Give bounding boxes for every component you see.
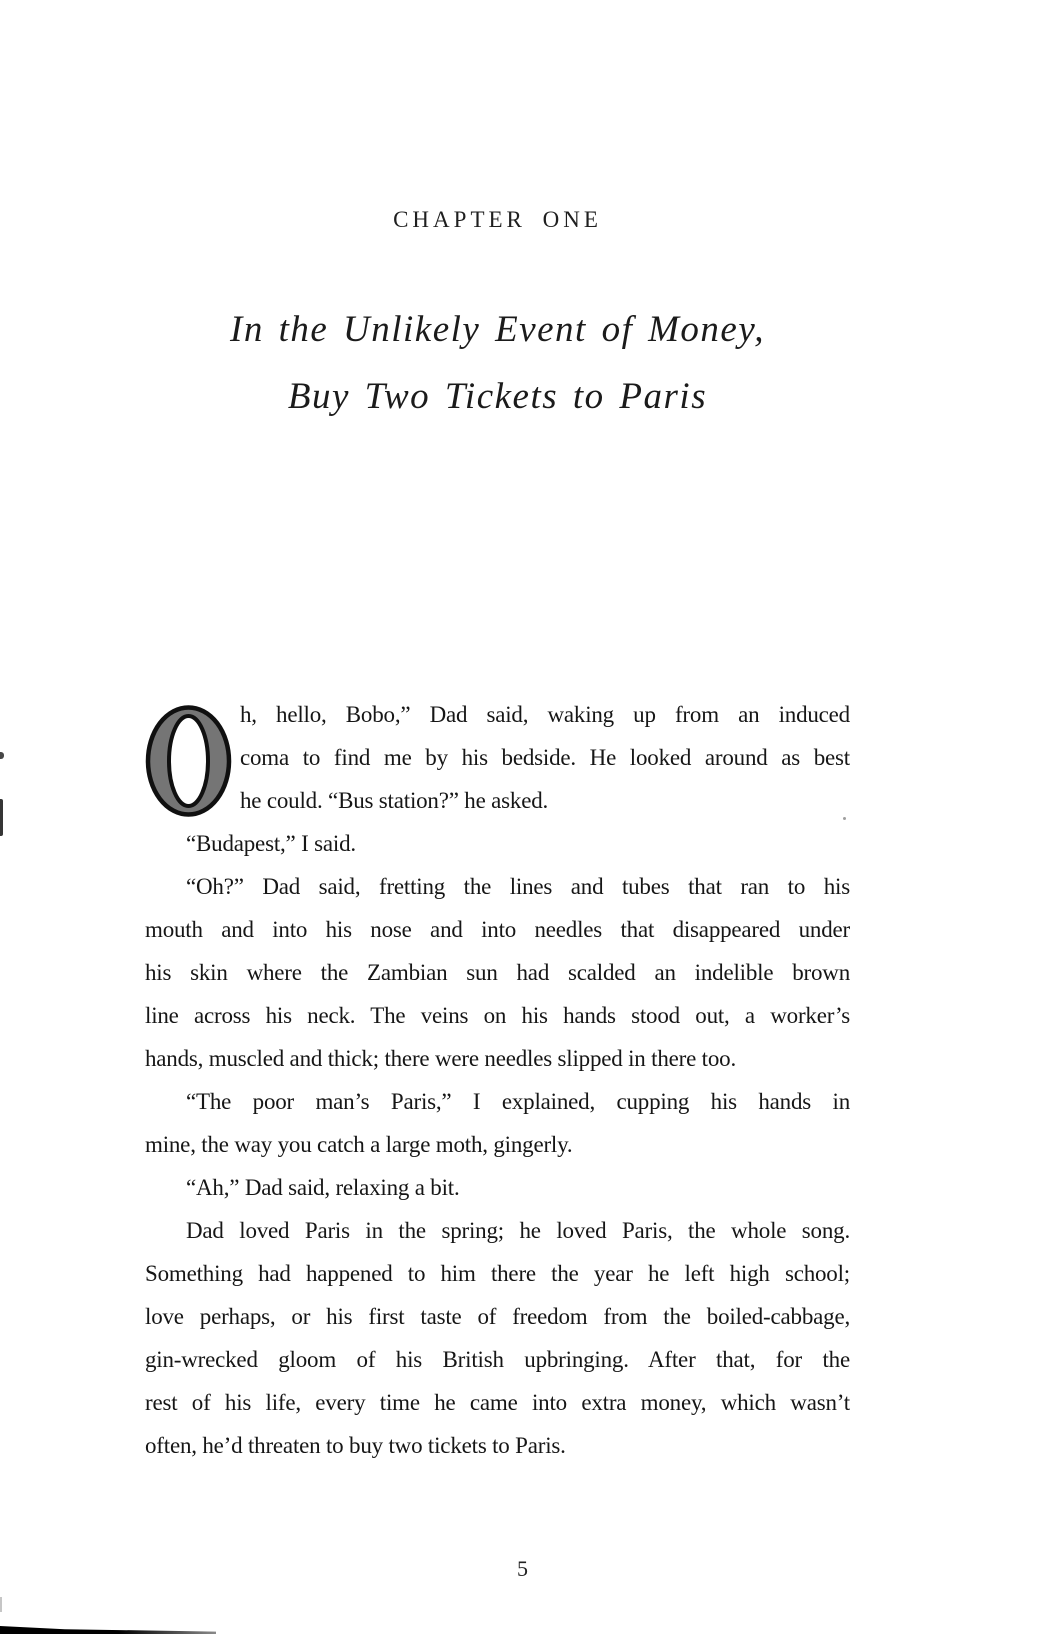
scan-artifact-left-edge	[0, 799, 3, 836]
text-line: love perhaps, or his first taste of freedom from the boiled-cabbage,	[145, 1304, 850, 1329]
text-line: “Oh?” Dad said, fretting the lines and tubes that ran to his	[186, 874, 850, 899]
text-line: “Ah,” Dad said, relaxing a bit.	[186, 1175, 460, 1200]
paragraph	[145, 1166, 850, 1209]
text-line: “The poor man’s Paris,” I explained, cupping his hands in	[186, 1089, 850, 1114]
paragraph	[145, 693, 850, 822]
text-line: coma to find me by his bedside. He looked around as best	[240, 745, 850, 770]
paragraph	[145, 1209, 850, 1467]
chapter-title	[145, 296, 850, 430]
chapter-title-line-2: Buy Two Tickets to Paris	[287, 376, 708, 417]
text-line: Something had happened to him there the year he left high school;	[145, 1261, 850, 1286]
body-text	[145, 693, 850, 1467]
chapter-title-line-1: In the Unlikely Event of Money,	[230, 309, 765, 350]
text-line: his skin where the Zambian sun had scalded an indelible brown	[145, 960, 850, 985]
scan-artifact-speck	[843, 817, 846, 820]
text-line: often, he’d threaten to buy two tickets to Paris.	[145, 1433, 566, 1458]
text-line: he could. “Bus station?” he asked.	[240, 788, 549, 813]
text-line: mouth and into his nose and into needles that disappeared under	[145, 917, 850, 942]
text-line: gin-wrecked gloom of his British upbringing. After that, for the	[145, 1347, 850, 1372]
page-number: 5	[517, 1556, 528, 1581]
paragraph	[145, 1080, 850, 1166]
paragraph	[145, 822, 850, 865]
paragraph	[145, 865, 850, 1080]
text-line: “Budapest,” I said.	[186, 831, 356, 856]
text-line: h, hello, Bobo,” Dad said, waking up from an induced	[240, 702, 850, 727]
text-line: mine, the way you catch a large moth, gingerly.	[145, 1132, 573, 1157]
scan-artifact-bottom-edge	[0, 1626, 216, 1634]
scan-artifact-left-edge	[0, 1597, 2, 1612]
text-line: rest of his life, every time he came into extra money, which wasn’t	[145, 1390, 850, 1415]
text-line: Dad loved Paris in the spring; he loved Paris, the whole song.	[186, 1218, 850, 1243]
drop-cap-letter	[145, 705, 232, 817]
chapter-heading: CHAPTER ONE	[393, 207, 602, 232]
text-line: line across his neck. The veins on his hands stood out, a worker’s	[145, 1003, 850, 1028]
scan-artifact-left-edge	[0, 752, 4, 759]
text-line: hands, muscled and thick; there were needles slipped in there too.	[145, 1046, 736, 1071]
